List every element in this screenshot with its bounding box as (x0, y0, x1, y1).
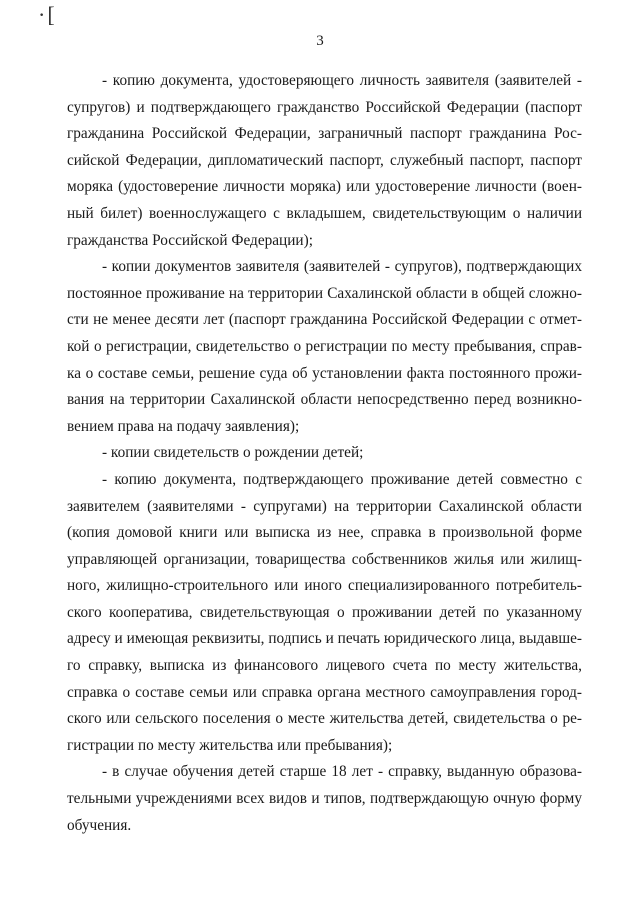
text-line: моряка (удостоверение личности моряка) или удостоверение личности (воен- (67, 178, 582, 196)
text-line: - копии документов заявителя (заявителей - супругов), подтверждающих (102, 258, 582, 276)
text-line: адресу и имеющая реквизиты, подпись и печать юридического лица, выдавше- (67, 630, 582, 648)
text-line: тельными учреждениями всех видов и типов, подтверждающую очную форму (67, 790, 582, 808)
text-line: ского кооператива, свидетельствующая о проживании детей по указанному (67, 603, 582, 621)
page-number: 3 (316, 33, 324, 49)
text-line: постоянное проживание на территории Сахалинской области в общей сложно- (67, 284, 582, 302)
document-body (67, 68, 582, 839)
paragraph (67, 759, 582, 839)
text-line: справка о составе семьи или справка органа местного самоуправления город- (67, 683, 582, 701)
text-line: гистрации по месту жительства или пребывания); (67, 736, 393, 754)
text-line: (копия домовой книги или выписка из нее, справка в произвольной форме (67, 524, 582, 542)
text-line: го справку, выписка из финансового лицевого счета по месту жительства, (67, 657, 582, 675)
paragraph (67, 467, 582, 760)
paragraph (67, 68, 582, 254)
text-line: ный билет) военнослужащего с вкладышем, свидетельствующим о наличии (67, 204, 582, 222)
text-line: гражданина Российской Федерации, заграничный паспорт гражданина Рос- (67, 125, 582, 143)
scan-mark: ·[ (38, 2, 57, 27)
text-line: ского или сельского поселения о месте жительства детей, свидетельства о ре- (67, 710, 582, 728)
text-line: сийской Федерации, дипломатический паспорт, служебный паспорт, паспорт (67, 151, 582, 169)
text-line: - копию документа, удостоверяющего личность заявителя (заявителей - (102, 72, 582, 89)
text-line: - копии свидетельств о рождении детей; (102, 444, 364, 462)
text-line: - копию документа, подтверждающего проживание детей совместно с (102, 470, 582, 488)
text-line: сти не менее десяти лет (паспорт гражданина Российской Федерации с отмет- (67, 311, 582, 329)
text-line: кой о регистрации, свидетельство о регистрации по месту пребывания, справ- (67, 337, 582, 355)
text-line: управляющей организации, товарищества собственников жилья или жилищ- (67, 550, 582, 568)
text-line: гражданства Российской Федерации); (67, 231, 313, 249)
text-line: супругов) и подтверждающего гражданство Российской Федерации (паспорт (67, 98, 582, 116)
text-line: ного, жилищно-строительного или иного специализированного потребитель- (67, 577, 582, 595)
text-line: обучения. (67, 816, 132, 834)
text-line: ка о составе семьи, решение суда об установлении факта постоянного прожи- (67, 364, 582, 382)
paragraph (67, 440, 582, 467)
text-line: вания на территории Сахалинской области непосредственно перед возникно- (67, 391, 582, 409)
text-line: заявителем (заявителями - супругами) на территории Сахалинской области (67, 497, 582, 515)
text-line: - в случае обучения детей старше 18 лет - справку, выданную образова- (102, 763, 582, 781)
text-line: вением права на подачу заявления); (67, 417, 300, 435)
paragraph (67, 254, 582, 440)
